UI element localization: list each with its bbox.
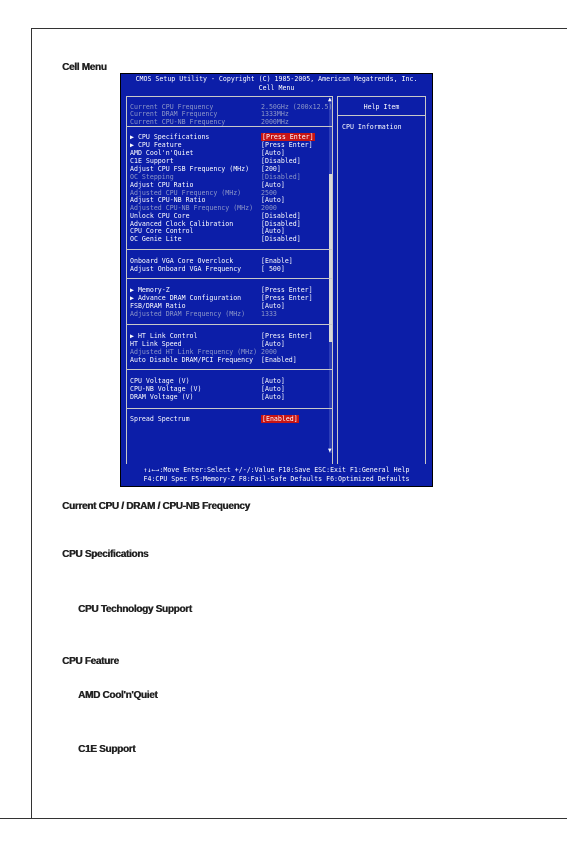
bios-setting-label: CPU Voltage (V)	[130, 377, 190, 385]
bios-setting-value[interactable]: [Press Enter]	[262, 133, 314, 141]
bios-footer	[121, 464, 432, 486]
scroll-up-arrow-icon[interactable]: ▲	[328, 96, 332, 103]
bios-setting-value[interactable]: [Auto]	[261, 393, 285, 401]
bios-setting-label: Current CPU-NB Frequency	[130, 118, 226, 126]
bios-header-menu-name: Cell Menu	[258, 84, 295, 92]
bios-setting-label: Auto Disable DRAM/PCI Frequency	[130, 356, 254, 364]
bios-setting-label: OC Stepping	[130, 173, 174, 181]
bios-setting-label: Adjust Onboard VGA Frequency	[130, 265, 242, 273]
bios-setting-label: CPU Core Control	[130, 227, 194, 235]
bios-setting-label: OC Genie Lite	[130, 235, 182, 243]
bios-setting-label: HT Link Speed	[130, 340, 182, 348]
bios-setting-label: Spread Spectrum	[130, 415, 190, 423]
section-divider	[127, 278, 332, 279]
bios-setting-value[interactable]: [Enabled]	[261, 356, 297, 364]
bios-setting-value: 2.50GHz (200x12.5)	[261, 103, 333, 111]
section-divider	[127, 369, 332, 370]
heading-cpu-feature: CPU Feature	[62, 656, 119, 667]
bios-setting-value[interactable]: [Auto]	[261, 181, 285, 189]
bios-setting-value[interactable]: [Press Enter]	[261, 332, 313, 340]
bios-setting-label: Unlock CPU Core	[130, 212, 190, 220]
help-divider	[337, 115, 426, 116]
section-divider	[127, 126, 332, 127]
bios-setting-value[interactable]: [Enable]	[261, 257, 293, 265]
heading-amd-cool-n-quiet: AMD Cool'n'Quiet	[78, 690, 158, 701]
bios-setting-value[interactable]: [Auto]	[261, 340, 285, 348]
bios-setting-label: Adjusted CPU-NB Frequency (MHz)	[130, 204, 254, 212]
bios-setting-value[interactable]: [Auto]	[261, 227, 285, 235]
bios-scrollbar-thumb[interactable]	[329, 174, 332, 342]
bios-setting-value[interactable]: [Auto]	[261, 377, 285, 385]
bios-setting-label: DRAM Voltage (V)	[130, 393, 194, 401]
bios-setting-label: Adjust CPU-NB Ratio	[130, 196, 206, 204]
bios-setting-value[interactable]: [Auto]	[261, 196, 285, 204]
section-divider	[127, 408, 332, 409]
heading-cpu-specifications: CPU Specifications	[62, 549, 149, 560]
bios-setting-label: Adjusted CPU Frequency (MHz)	[130, 189, 242, 197]
bios-setting-label: Current CPU Frequency	[130, 103, 214, 111]
bios-setting-label: AMD Cool'n'Quiet	[130, 149, 194, 157]
bios-setting-value[interactable]: [Press Enter]	[261, 286, 313, 294]
bios-setting-value: 1333MHz	[261, 110, 289, 118]
bios-setting-label: Advanced Clock Calibration	[130, 220, 234, 228]
bios-setting-value[interactable]: [Disabled]	[261, 235, 301, 243]
bios-setting-label: ▶ Advance DRAM Configuration	[130, 294, 242, 302]
bios-setting-value: 2500	[261, 189, 277, 197]
bios-setting-label: C1E Support	[130, 157, 174, 165]
section-divider	[127, 324, 332, 325]
bios-setting-label: Onboard VGA Core Overclock	[130, 257, 234, 265]
bios-setting-value[interactable]: [200]	[261, 165, 281, 173]
bios-footer-keys-line2: F4:CPU Spec F5:Memory-Z F8:Fail-Safe Defaults F6:Optimized Defaults	[143, 475, 410, 483]
heading-frequency: Current CPU / DRAM / CPU-NB Frequency	[62, 501, 250, 512]
section-divider	[127, 249, 332, 250]
bios-footer-keys-line1: ↑↓←→:Move Enter:Select +/-/:Value F10:Save ESC:Exit F1:General Help	[143, 466, 410, 474]
bios-setting-value[interactable]: [Disabled]	[261, 220, 301, 228]
help-item-text: CPU Information	[342, 123, 402, 131]
bios-setting-value[interactable]: [ 500]	[261, 265, 285, 273]
bios-setting-value: [Disabled]	[261, 173, 301, 181]
bios-setting-value: 1333	[261, 310, 277, 318]
bios-setting-label: FSB/DRAM Ratio	[130, 302, 186, 310]
bios-setting-label: ▶ CPU Feature	[130, 141, 182, 149]
bios-setting-value: 2000MHz	[261, 118, 289, 126]
bios-screenshot	[120, 73, 433, 487]
bios-setting-value: 2000	[261, 204, 277, 212]
bios-help-panel	[337, 96, 426, 487]
bios-setting-value: 2000	[261, 348, 277, 356]
bios-setting-value[interactable]: [Press Enter]	[261, 294, 313, 302]
scroll-down-arrow-icon[interactable]: ▼	[328, 447, 332, 454]
heading-cpu-technology-support: CPU Technology Support	[78, 604, 192, 615]
bios-setting-label: Adjusted HT Link Frequency (MHz)	[130, 348, 258, 356]
bios-setting-label: Adjust CPU Ratio	[130, 181, 194, 189]
bios-setting-value[interactable]: [Enabled]	[262, 415, 298, 423]
bios-header-title: CMOS Setup Utility - Copyright (C) 1985-2005, American Megatrends, Inc.	[135, 75, 418, 83]
page-left-rule	[31, 28, 32, 818]
bios-header	[121, 74, 432, 94]
heading-c1e-support: C1E Support	[78, 744, 136, 755]
bios-setting-label: ▶ CPU Specifications	[130, 133, 210, 141]
bios-setting-label: Current DRAM Frequency	[130, 110, 218, 118]
bios-setting-label: ▶ HT Link Control	[130, 332, 198, 340]
bios-setting-value[interactable]: [Auto]	[261, 149, 285, 157]
bios-setting-label: ▶ Memory-Z	[130, 286, 170, 294]
bios-setting-label: CPU-NB Voltage (V)	[130, 385, 202, 393]
bios-setting-value[interactable]: [Auto]	[261, 385, 285, 393]
bios-setting-label: Adjusted DRAM Frequency (MHz)	[130, 310, 246, 318]
help-item-title: Help Item	[363, 103, 400, 111]
bios-setting-value[interactable]: [Auto]	[261, 302, 285, 310]
bios-setting-value[interactable]: [Press Enter]	[261, 141, 313, 149]
heading-cell-menu: Cell Menu	[62, 62, 107, 73]
bios-setting-value[interactable]: [Disabled]	[261, 157, 301, 165]
page-top-rule	[31, 28, 567, 29]
bios-setting-value[interactable]: [Disabled]	[261, 212, 301, 220]
page-bottom-rule	[0, 818, 567, 819]
bios-setting-label: Adjust CPU FSB Frequency (MHz)	[130, 165, 250, 173]
